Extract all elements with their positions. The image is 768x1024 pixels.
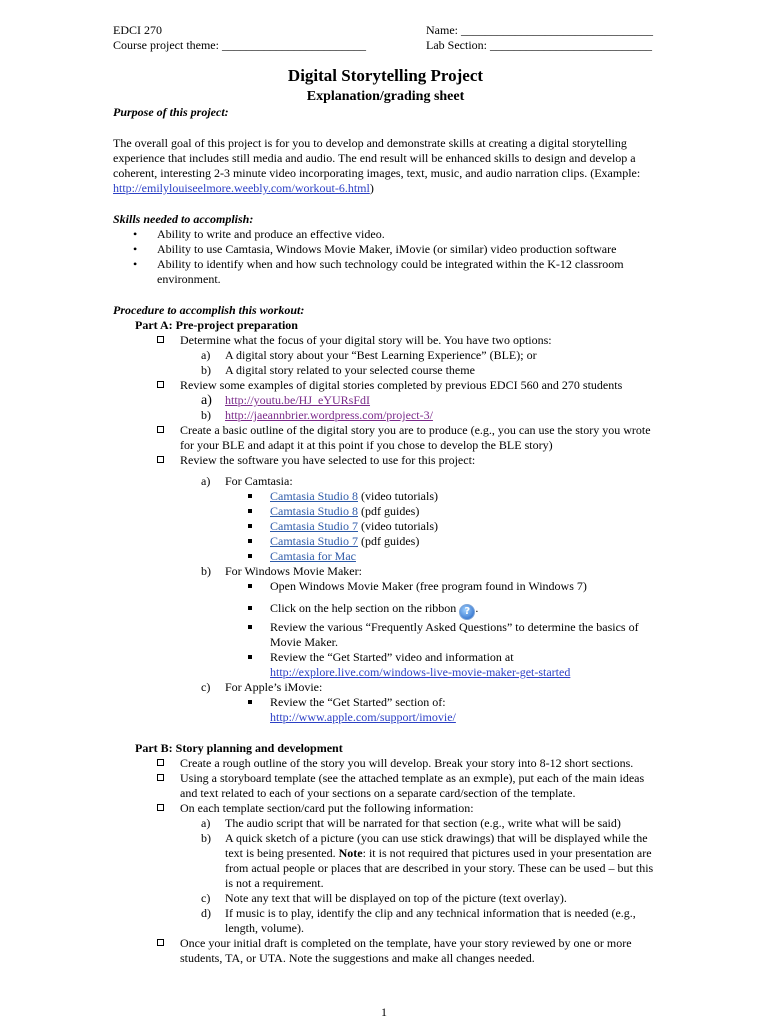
camtasia-item: Camtasia Studio 7 (video tutorials) <box>113 519 658 534</box>
purpose-text: The overall goal of this project is for you to develop and demonstrate skills at creating a digital storytelling experience that includes still media and audio. The end result will be enhanced skills to design and develop a coherent, interesting 2-3 minute video incorporating images, text, music, and audio narration clips. <box>113 136 636 180</box>
part-a-title: Part A: Pre-project preparation <box>135 318 298 332</box>
checklist-item: Create a rough outline of the story you will develop. Break your story into 8-12 short sections. <box>113 756 658 771</box>
checkbox-icon[interactable] <box>157 336 164 343</box>
checkbox-icon[interactable] <box>157 426 164 433</box>
page-number: 1 <box>381 1005 387 1019</box>
example-prefix: (Example: <box>590 166 641 180</box>
bullet-icon: • <box>133 227 138 241</box>
sub-item: a) A digital story about your “Best Learning Experience” (BLE); or <box>201 348 537 362</box>
wmm-section: b) For Windows Movie Maker: <box>201 564 362 578</box>
checklist-item: Review some examples of digital stories completed by previous EDCI 560 and 270 students <box>113 378 658 393</box>
lab-section-field: Lab Section: ___________________________ <box>426 38 652 52</box>
camtasia-item: Camtasia Studio 7 (pdf guides) <box>113 534 658 549</box>
camtasia-item: Camtasia Studio 8 (pdf guides) <box>113 504 658 519</box>
checkbox-icon[interactable] <box>157 759 164 766</box>
wmm-item: Open Windows Movie Maker (free program found in Windows 7) <box>113 579 658 594</box>
sub-item: d) If music is to play, identify the clip and any technical information that is needed (e.g., length, volume). <box>201 906 636 935</box>
camtasia-link[interactable]: Camtasia Studio 7 <box>270 519 358 533</box>
wmm-item: Review the “Get Started” video and information at http://explore.live.com/windows-live-movie-maker-get-started <box>113 650 658 680</box>
sub-item: b) A digital story related to your selected course theme <box>201 363 475 377</box>
bullet-icon: • <box>133 242 138 256</box>
procedure-heading: Procedure to accomplish this workout: <box>113 303 305 317</box>
sub-item: b) http://jaeannbrier.wordpress.com/project-3/ <box>201 408 433 422</box>
purpose-heading: Purpose of this project: <box>113 105 229 119</box>
camtasia-link[interactable]: Camtasia Studio 7 <box>270 534 358 548</box>
checklist-item: Using a storyboard template (see the attached template as an exmple), put each of the main ideas and text related to each of your sections on a separate card/section of the template. <box>113 771 658 801</box>
skill-item: • Ability to identify when and how such technology could be integrated within the K-12 classroom environment. <box>133 257 624 286</box>
imovie-section: c) For Apple’s iMovie: <box>201 680 323 694</box>
checklist-item: Once your initial draft is completed on the template, have your story reviewed by one or more students, TA, or UTA. Note the suggestions and make all changes needed. <box>113 936 658 966</box>
bullet-icon: • <box>133 257 138 271</box>
camtasia-item <box>113 549 658 564</box>
sub-item: a) http://youtu.be/HJ_eYURsFdI <box>201 393 371 408</box>
checkbox-icon[interactable] <box>157 456 164 463</box>
document-subtitle: Explanation/grading sheet <box>306 89 465 104</box>
example-suffix: ) <box>369 181 374 195</box>
example-blog-link[interactable]: http://jaeannbrier.wordpress.com/project-3/ <box>225 408 433 422</box>
camtasia-item: Camtasia Studio 8 (video tutorials) <box>113 489 658 504</box>
camtasia-link[interactable]: Camtasia Studio 8 <box>270 489 358 503</box>
camtasia-link[interactable]: Camtasia for Mac <box>270 549 356 563</box>
name-field: Name: ________________________________ <box>426 23 653 37</box>
wmm-get-started-link[interactable]: http://explore.live.com/windows-live-movie-maker-get-started <box>270 665 571 679</box>
course-theme-field: Course project theme: ________________________ <box>113 38 366 52</box>
header-row-2 <box>113 38 658 53</box>
checklist-item: Review the software you have selected to use for this project: <box>113 453 658 468</box>
imovie-item: Review the “Get Started” section of: http://www.apple.com/support/imovie/ <box>113 695 658 725</box>
sub-item: a) The audio script that will be narrated for that section (e.g., write what will be said) <box>201 816 621 830</box>
skills-heading: Skills needed to accomplish: <box>113 212 254 226</box>
wmm-item: Click on the help section on the ribbon ? . <box>113 601 658 620</box>
course-code: EDCI 270 <box>113 23 162 37</box>
skill-item: • Ability to use Camtasia, Windows Movie Maker, iMovie (or similar) video production software <box>133 242 617 256</box>
checklist-item: Create a basic outline of the digital story you are to produce (e.g., you can use the story you wrote for your BLE and adapt it at this point if you chose to develop the BLE story) <box>113 423 658 453</box>
wmm-item: Review the various “Frequently Asked Questions” to determine the basics of Movie Maker. <box>113 620 658 650</box>
skill-item: • Ability to write and produce an effective video. <box>133 227 385 241</box>
checkbox-icon[interactable] <box>157 939 164 946</box>
checkbox-icon[interactable] <box>157 774 164 781</box>
camtasia-section: a) For Camtasia: <box>201 474 293 488</box>
part-b-title: Part B: Story planning and development <box>135 741 343 755</box>
example-video-link[interactable]: http://youtu.be/HJ_eYURsFdI <box>225 393 371 407</box>
checklist-item: On each template section/card put the following information: <box>113 801 658 816</box>
sub-item: b) A quick sketch of a picture (you can use stick drawings) that will be displayed while the text is being presented. Note: it is not required that pictures used in your presentation are from actual people or places that are described in your story. These can be used – but this is not a requirement. <box>201 831 654 890</box>
checkbox-icon[interactable] <box>157 381 164 388</box>
checkbox-icon[interactable] <box>157 804 164 811</box>
example-link[interactable]: http://emilylouiseelmore.weebly.com/workout-6.html <box>113 181 370 195</box>
checklist-item: Determine what the focus of your digital story will be. You have two options: <box>113 333 658 348</box>
document-title: Digital Storytelling Project <box>287 66 484 85</box>
purpose-body <box>113 136 658 196</box>
camtasia-link[interactable]: Camtasia Studio 8 <box>270 504 358 518</box>
sub-item: c) Note any text that will be displayed on top of the picture (text overlay). <box>201 891 567 905</box>
imovie-support-link[interactable]: http://www.apple.com/support/imovie/ <box>270 710 456 724</box>
help-icon: ? <box>459 604 475 620</box>
header-row-1 <box>113 23 658 38</box>
